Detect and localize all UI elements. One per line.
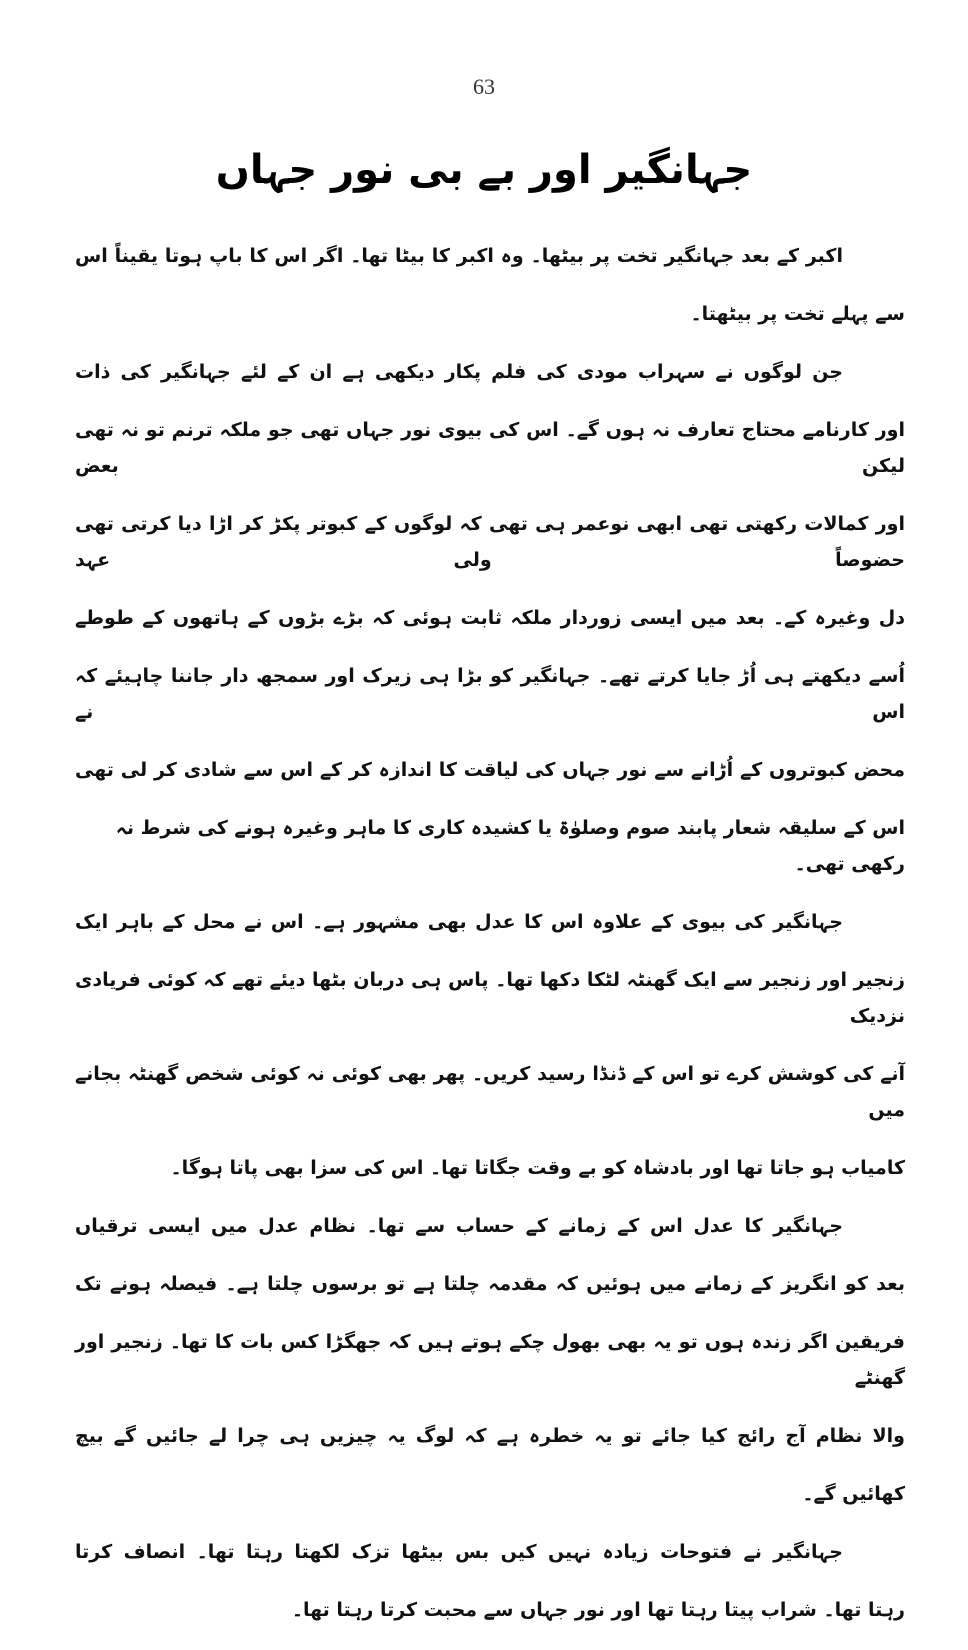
text-line: آنے کی کوشش کرے تو اس کے ڈنڈا رسید کریں۔ پھر بھی کوئی نہ کوئی شخص گھنٹہ بجانے میں: [75, 1063, 905, 1121]
text-line: محض کبوتروں کے اُڑانے سے نور جہاں کی لیاقت کا اندازہ کر کے اس سے شادی کر لی تھی: [75, 759, 905, 781]
page-number: 63: [473, 74, 495, 99]
text-line: جہانگیر کی بیوی کے علاوہ اس کا عدل بھی مشہور ہے۔ اس نے محل کے باہر ایک: [75, 911, 843, 933]
text-line: کامیاب ہو جاتا تھا اور بادشاہ کو بے وقت جگاتا تھا۔ اس کی سزا بھی پاتا ہوگا۔: [170, 1157, 905, 1179]
text-line: اُسے دیکھتے ہی اُڑ جایا کرتے تھے۔ جہانگیر کو بڑا ہی زیرک اور سمجھ دار جاننا چاہیئے کہ اس نے: [75, 665, 905, 723]
text-line: جہانگیر کا عدل اس کے زمانے کے حساب سے تھا۔ نظام عدل میں ایسی ترقیاں: [75, 1215, 843, 1237]
text-line: بعد کو انگریز کے زمانے میں ہوئیں کہ مقدمہ چلتا ہے تو برسوں چلتا ہے۔ فیصلہ ہونے تک: [75, 1273, 905, 1295]
text-line: جن لوگوں نے سہراب مودی کی فلم پکار دیکھی ہے ان کے لئے جہانگیر کی ذات: [75, 361, 843, 383]
text-line: رہتا تھا۔ شراب پیتا رہتا تھا اور نور جہاں سے محبت کرتا رہتا تھا۔: [291, 1599, 905, 1621]
text-line: دل وغیرہ کے۔ بعد میں ایسی زوردار ملکہ ثابت ہوئی کہ بڑے بڑوں کے ہاتھوں کے طوطے: [75, 607, 905, 629]
text-line: اور کمالات رکھتی تھی ابھی نوعمر ہی تھی کہ لوگوں کے کبوتر پکڑ کر اڑا دیا کرتی تھی حضوصاً ولی عہد: [75, 513, 905, 571]
text-line: جہانگیر نے فتوحات زیادہ نہیں کیں بس بیٹھا تزک لکھتا رہتا تھا۔ انصاف کرتا: [75, 1541, 844, 1563]
text-line: فریقین اگر زندہ ہوں تو یہ بھی بھول چکے ہوتے ہیں کہ جھگڑا کس بات کا تھا۔ زنجیر اور گھنٹے: [75, 1331, 905, 1389]
text-line: والا نظام آج رائج کیا جائے تو یہ خطرہ ہے کہ لوگ یہ چیزیں ہی چرا لے جائیں گے بیچ: [75, 1425, 905, 1447]
text-line: اور کارنامے محتاج تعارف نہ ہوں گے۔ اس کی بیوی نور جہاں تھی جو ملکہ ترنم تو نہ تھی لیکن بعض: [75, 419, 905, 477]
text-line: سے پہلے تخت پر بیٹھتا۔: [690, 303, 905, 325]
body-text: [75, 238, 905, 1628]
page-title: جہانگیر اور بے بی نور جہاں: [215, 147, 753, 193]
text-line: اس کے سلیقہ شعار پابند صوم وصلوٰۃ یا کشیدہ کاری کا ماہر وغیرہ ہونے کی شرط نہ رکھی تھی۔: [115, 817, 905, 875]
text-line: اکبر کے بعد جہانگیر تخت پر بیٹھا۔ وہ اکبر کا بیٹا تھا۔ اگر اس کا باپ ہوتا یقیناً اس: [75, 245, 843, 267]
text-line: زنجیر اور زنجیر سے ایک گھنٹہ لٹکا دکھا تھا۔ پاس ہی دربان بٹھا دیئے تھے کہ کوئی فریادی نزدیک: [75, 969, 905, 1027]
text-line: کھائیں گے۔: [802, 1483, 905, 1505]
